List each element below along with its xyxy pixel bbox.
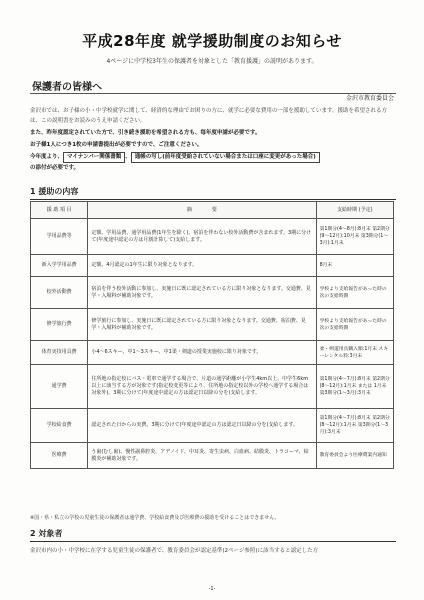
row-summary: 修学旅行に参加し、実施日に既に認定されている方に限り対象となります。交通費、宿泊費、見学・入場料が補助対象です。: [88, 309, 316, 341]
this-year-mid: 、: [125, 154, 131, 160]
table-row: [31, 277, 394, 309]
this-year-notice: [30, 152, 396, 173]
target-text: 金沢市内の小・中学校に在学する児童生徒の保護者で、教育委員会が認定基準(2ページ参照)に該当すると認定した方: [30, 548, 319, 554]
one-form-paragraph: お子様1人につき1枚の申請書提出が必要ですので、ご注意ください。: [30, 142, 203, 148]
aid-table: [30, 201, 394, 469]
row-when: 柔・剣道用具購入額:1月末 スキーレンタル料:3月末: [316, 341, 393, 365]
row-when: 教育委員会より医療費案内通知: [316, 443, 393, 469]
row-summary: う歯(むし歯)、慢性副鼻腔炎、アデノイド、中耳炎、寄生虫病、白血病、結膜炎、トラコーマ、結膜炎が補助対象です。: [88, 443, 316, 469]
row-item: 修学旅行費: [31, 309, 88, 341]
row-item: 学校給食費: [31, 409, 88, 443]
row-when: 8月末: [316, 255, 393, 277]
row-summary: 住所地の指定校にバス・電車で通学する場合で、片道の通学距離が小学生4km以上、中学生6km以上に該当する方が対象です(指定校変更等により、住所地の指定校以外の学校へ通学する場合は対象外)。3期に分けて(年度途中認定の方は認定日以降の分を)支給します。: [88, 365, 316, 409]
greeting-heading: 保護者の皆様へ: [32, 82, 102, 93]
row-when: 第1期分(4〜7月):8月末 第2期分(8〜12月):1月末 または 1月末 第3期分(1〜3月):3月末: [316, 365, 393, 409]
page-subtitle: 4ページに中学校3年生の保護者を対象とした「教育援護」の説明があります。: [106, 58, 318, 65]
table-row: [31, 341, 394, 365]
row-summary: 小4〜6スキー、中1〜3スキー、中1柔・剣道の授業実施校に限り対象です。: [88, 341, 316, 365]
page-number: -1-: [208, 586, 216, 592]
row-summary: 定額。学用品費、通学用品費(1年生を除く)、宿泊を伴わない校外活動費が含まれます。3期に分けて(年度途中認定の方は月割計算して)支給します。: [88, 219, 316, 255]
mynumber-pill: マイナンバー関係書類: [63, 152, 125, 163]
row-summary: 宿泊を伴う校外活動に参加し、実施日に既に認定されている方に限り対象となります。交通費、見学・入場料が補助対象です。: [88, 277, 316, 309]
table-row: [31, 365, 394, 409]
table-row: [31, 443, 394, 469]
row-item: 校外活動費: [31, 277, 88, 309]
header-when: 支給時期 (予定): [316, 202, 393, 219]
renewal-paragraph: また、昨年度認定されていた方で、引き続き援助を希望される方も、毎年度申請が必要です。: [30, 130, 261, 136]
header-summary: 摘 要: [88, 202, 316, 219]
table-row: [31, 409, 394, 443]
intro-paragraph: 金沢市では、お子様の小・中学校就学に関して、経済的な理由でお困りの方に、就学に必要な費用の一部を援助しています。援助を希望される方は、この説明書をお読みのうえ申請ください。: [30, 108, 387, 124]
table-row: [31, 309, 394, 341]
header-item: 援 助 項 目: [31, 202, 88, 219]
row-item: 医療費: [31, 443, 88, 469]
passbook-pill: 通帳の写し(前年度受給されていない場合または口座に変更があった場合): [131, 152, 320, 163]
row-when: 第1期分(4〜8月):8月末 第2期分(9〜12月):10月末 第3期分(1〜3月):1月末: [316, 219, 393, 255]
table-row: [31, 255, 394, 277]
row-summary: 定額。4月認定の1年生に限り対象となります。: [88, 255, 316, 277]
row-when: 学校より支給報告があった時の次の支給時期: [316, 277, 393, 309]
this-year-tail: の添付が必要です。: [30, 165, 80, 171]
table-note: ※国・県・私立の学校の児童生徒の保護者は通学費、学校給食費及び医療費の援助を受けることはできません。: [30, 515, 280, 521]
issuer-name: 金沢市教育委員会: [345, 95, 394, 102]
table-header-row: [31, 202, 394, 219]
section-title-aid: 1 援助の内容: [30, 186, 396, 200]
row-item: 新入学学用品費: [31, 255, 88, 277]
row-when: 学校より支給報告があった時の次の支給時期: [316, 309, 393, 341]
page-title: 平成28年度 就学援助制度のお知らせ: [82, 32, 342, 50]
greeting-header: [30, 78, 396, 94]
row-item: 通学費: [31, 365, 88, 409]
row-item: 学用品費等: [31, 219, 88, 255]
this-year-lead: 今年度より、: [30, 154, 64, 160]
section-title-target: 2 対象者: [30, 528, 396, 542]
row-when: 第1期分(4〜7月):8月末 第2期分(8〜12月):1月末 第3期分(1〜3月):3月末: [316, 409, 393, 443]
table-row: [31, 219, 394, 255]
row-item: 体育実技用具費: [31, 341, 88, 365]
row-summary: 認定された日からの実費。3期に分けて(年度途中認定の方は認定日以降の分を)支給します。: [88, 409, 316, 443]
